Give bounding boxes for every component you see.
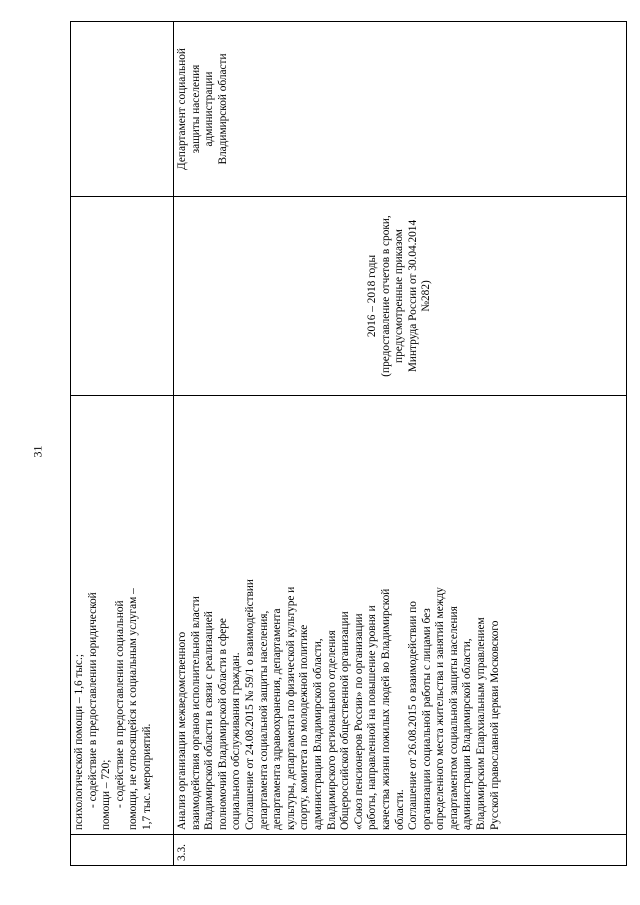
text-line: Русской православной церкви Московского: [488, 620, 501, 830]
text-line: работы, направленной на повышение уровня и: [366, 605, 379, 830]
text-line: Департамент социальной: [176, 48, 188, 170]
executor-cell: [71, 22, 174, 197]
text-line: спорту, комитета по молодежной политике: [298, 624, 311, 830]
text-line: социального обслуживания граждан.: [230, 652, 243, 830]
page-number: 31: [30, 445, 45, 458]
text-line: культуры, департамента по физической культуре и: [284, 586, 297, 830]
text-line: Владимирской области: [216, 53, 229, 165]
text-line: 2016 – 2018 годы: [366, 254, 379, 338]
row-number-cell: 3.3.: [174, 835, 627, 866]
text-line: - содействие в предоставлении социальной: [113, 600, 126, 808]
text-line: защиты населения: [189, 64, 202, 154]
text-line: психологической помощи – 1,6 тыс.;: [73, 654, 85, 830]
text-line: помощи, не относящейся к социальным услугам –: [127, 588, 140, 830]
text-line: Соглашение от 26.08.2015 о взаимодействии по: [407, 601, 420, 830]
text-line: Владимирским Епархиальным управлением: [475, 617, 488, 830]
text-line: взаимодействия органов исполнительной власти: [189, 596, 202, 830]
text-line: Владимирской области в связи с реализацией: [203, 611, 216, 830]
description-cell: [174, 396, 627, 835]
text-line: администрации Владимирской области,: [461, 638, 474, 830]
text-line: Минтруда России от 30.04.2014: [406, 219, 419, 373]
text-line: «Союз пенсионеров России» по организации: [352, 613, 365, 830]
period-cell: [71, 197, 174, 396]
text-line: области.: [393, 789, 406, 830]
row-number-cell: [71, 835, 174, 866]
text-line: (предоставление отчетов в сроки,: [379, 215, 392, 377]
text-line: Соглашение от 24.08.2015 № 59/1 о взаимодействии: [243, 579, 256, 830]
text-line: департамента здравоохранения, департамента: [271, 608, 284, 830]
plan-table: [70, 21, 627, 866]
text-line: департамента социальной защиты населения,: [257, 610, 270, 830]
rotated-table-wrapper: [70, 48, 623, 866]
text-line: департаментом социальной защиты населения: [447, 606, 460, 830]
text-line: администрации Владимирской области,: [311, 638, 324, 830]
text-line: - содействие в предоставлении юридической: [86, 592, 99, 808]
executor-cell: [174, 22, 627, 197]
description-cell: [71, 396, 174, 835]
text-line: качества жизни пожилых людей во Владимирской: [379, 588, 392, 830]
table-row-3-3: [174, 22, 627, 866]
text-line: полномочий Владимирской области в сфере: [216, 618, 229, 830]
text-line: Владимирского регионального отделения: [325, 630, 338, 830]
text-line: Анализ организации межведомственного: [176, 631, 188, 830]
text-line: помощи – 720;: [100, 759, 113, 830]
period-cell: [174, 197, 627, 396]
text-line: Общероссийской общественной организации: [339, 611, 352, 830]
text-line: №282): [420, 280, 433, 312]
text-line: организации социальной работы с лицами без: [420, 608, 433, 830]
text-line: администрации: [203, 71, 216, 147]
table-row-continuation: [71, 22, 174, 866]
text-line: определенного места жительства и занятий между: [434, 587, 447, 830]
text-line: предусмотренные приказом: [393, 229, 406, 363]
text-line: 1,7 тыс. мероприятий.: [140, 723, 153, 830]
